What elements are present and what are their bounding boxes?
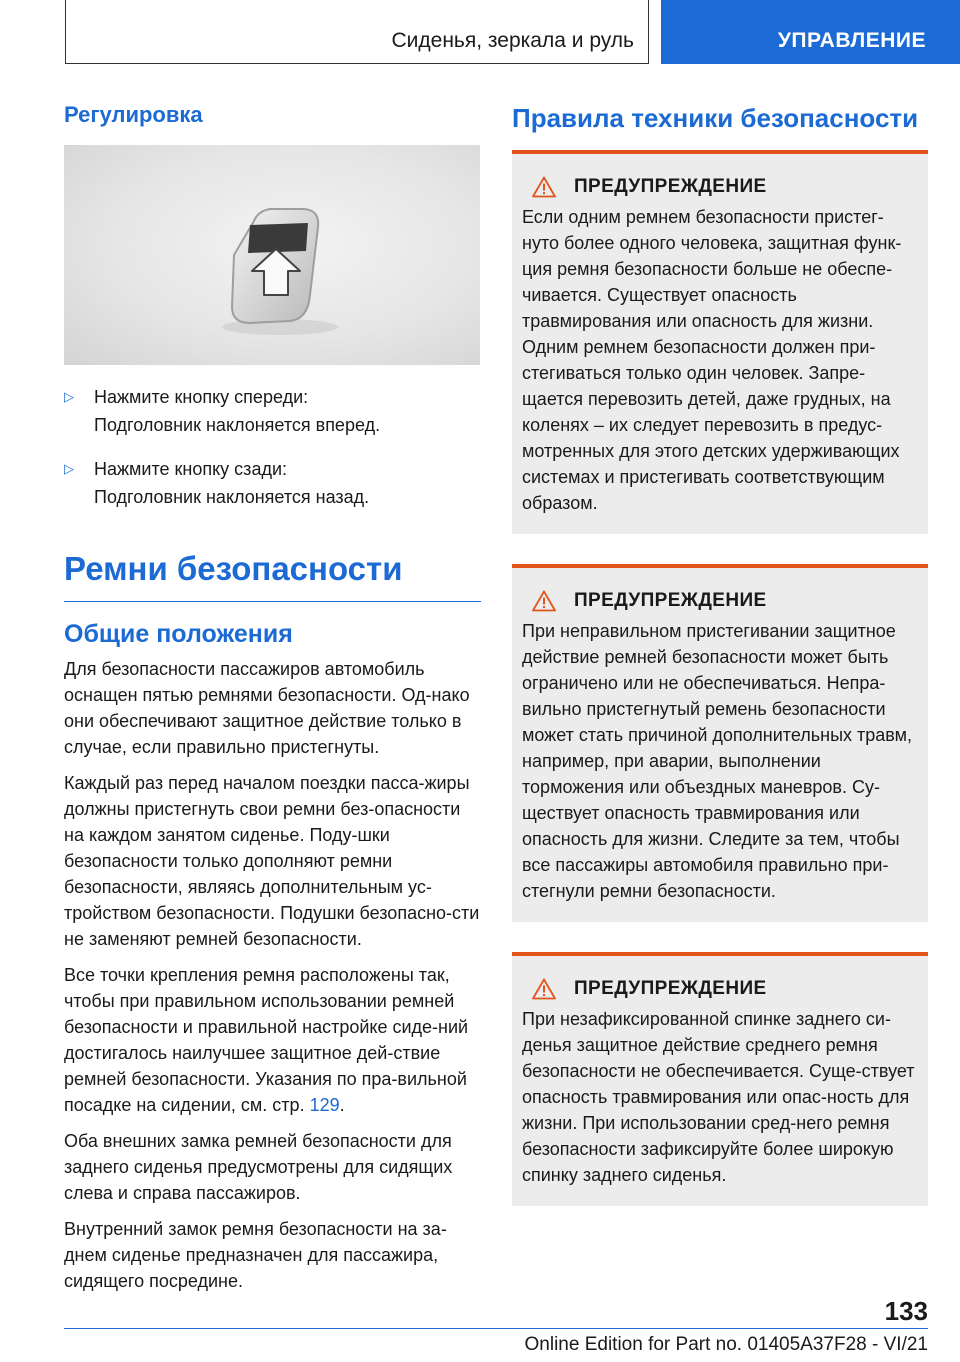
warning-title: ПРЕДУПРЕЖДЕНИЕ [574,590,767,611]
header-section-box [65,0,649,64]
footer-edition: Online Edition for Part no. 01405A37F28 - VI/21 [524,1334,928,1355]
page-link-129[interactable]: 129 [309,1095,340,1115]
warning-title: ПРЕДУПРЕЖДЕНИЕ [574,978,767,999]
page-number: 133 [884,1296,928,1326]
section-heading-safety-rules: Правила техники безопасности [512,103,919,133]
chapter-tab[interactable]: УПРАВЛЕНИЕ [661,0,960,64]
paragraph-text: Все точки крепления ремня расположены так, чтобы при правильном использовании ремней безопасности и правильной настройке сиде‐ний достигалось наилучшее защитное дей‐ствие ремней безопасности. Указания по пра‐вильной посадке на сидении, см. стр. [64,965,469,1115]
subheading-adjustment: Регулировка [64,102,203,127]
left-column [64,100,481,1304]
warning-triangle-icon [532,978,556,1000]
paragraph: Каждый раз перед началом поездки пасса‐жиры должны пристегнуть свои ремни без‐опасности на каждом занятом сиденье. Поду‐шки безопасности только дополняют ремни безопасности, являясь дополнительным ус‐тройством безопасности. Подушки безопасно‐сти не заменяют ремней безопасности. [64,773,480,949]
step-action: Нажмите кнопку спереди: [94,387,309,407]
bullet-triangle-icon: ▷ [64,389,74,404]
step-result: Подголовник наклоняется вперед. [94,415,381,435]
subsection-heading-general: Общие положения [64,620,293,648]
warning-box [512,952,928,1206]
headrest-button-image [64,145,480,365]
list-item [64,383,481,439]
warning-text: Если одним ремнем безопасности пристег‐нуто более одного человека, защитная функ‐ция ремня безопасности больше не обеспе‐чивается. Существует опасность травмирования или опасность для жизни. Одним ремнем безопасности должен при‐стегиваться только один человек. Запре‐щается перевозить детей, даже грудных, на коленях – их следует перевозить в предус‐мотренных для этого детских удерживающих системах и пристегивать соответствующим образом. [522,207,902,513]
warning-box [512,150,928,534]
warning-text: При незафиксированной спинке заднего си‐денья защитное действие среднего ремня безопасности не обеспечивается. Суще‐ствует опасность травмирования или опас‐ность для жизни. При использовании сред‐него ремня безопасности зафиксируйте более широкую спинку заднего сиденья. [522,1009,915,1185]
bullet-triangle-icon: ▷ [64,461,74,476]
footer-divider [64,1328,928,1329]
list-item [64,455,481,511]
step-action: Нажмите кнопку сзади: [94,459,288,479]
step-result: Подголовник наклоняется назад. [94,487,370,507]
paragraph: Оба внешних замка ремней безопасности для заднего сиденья предусмотрены для сидящих слева и справа пассажиров. [64,1131,453,1203]
warning-triangle-icon [532,176,556,198]
section-heading-seatbelts: Ремни безопасности [64,549,481,602]
adjustment-steps [64,383,481,511]
warning-box [512,564,928,922]
warning-title: ПРЕДУПРЕЖДЕНИЕ [574,176,767,197]
warning-triangle-icon [532,590,556,612]
right-column [512,100,928,1206]
header-section-title: Сиденья, зеркала и руль [391,29,634,52]
warning-text: При неправильном пристегивании защитное действие ремней безопасности может быть ограничено или не обеспечиваться. Непра‐вильно пристегнутый ремень безопасности может стать причиной дополнительных травм, например, при аварии, выполнении торможения или объездных маневров. Су‐ществует опасность травмирования или опасность для жизни. Следите за тем, чтобы все пассажиры автомобиля правильно при‐стегнули ремни безопасности. [522,621,913,901]
headrest-button-arrow-up-icon [64,145,480,365]
paragraph: Внутренний замок ремня безопасности на за‐днем сиденье предназначен для пассажира, сидящего посредине. [64,1219,447,1291]
paragraph-with-page-link [64,962,481,1118]
paragraph: Для безопасности пассажиров автомобиль оснащен пятью ремнями безопасности. Од‐нако они обеспечивают защитное действие только в случае, если правильно пристегнуты. [64,659,470,757]
paragraph-end: . [339,1095,345,1115]
